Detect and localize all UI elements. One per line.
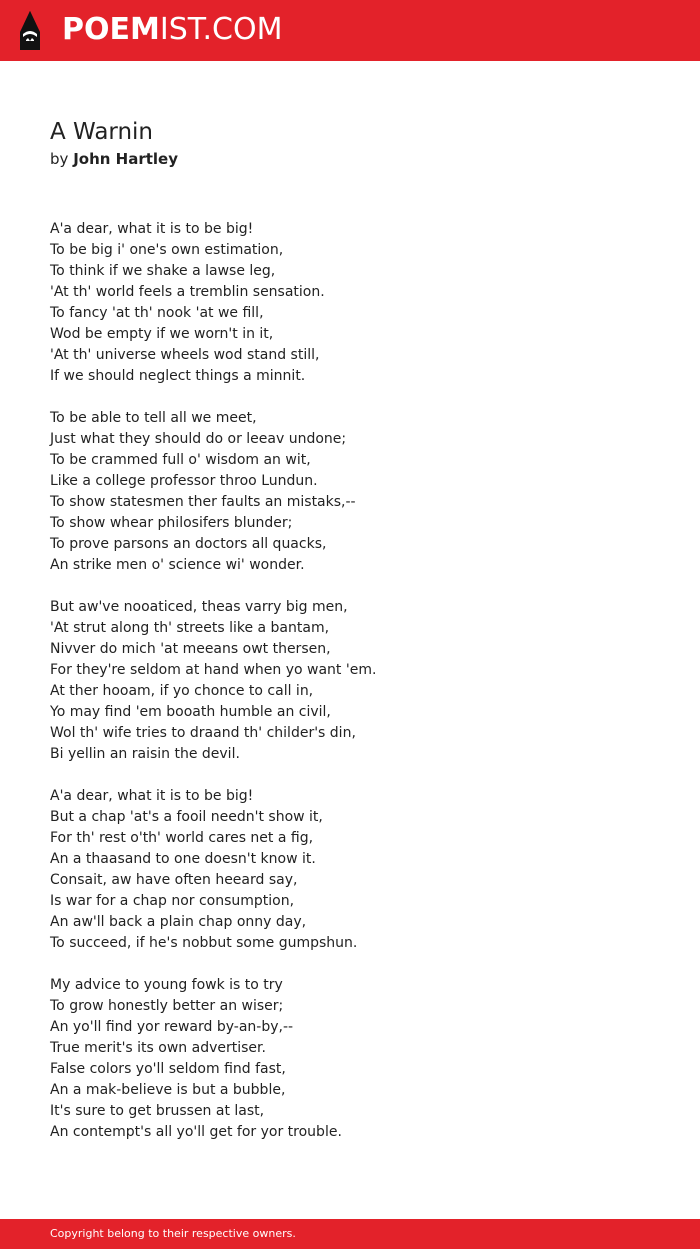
stanza [50,975,670,1143]
site-logo[interactable] [62,12,282,48]
poem-body [50,219,670,1164]
poem-line: An a mak-believe is but a bubble, [50,1082,286,1098]
site-header [0,0,700,61]
poem-line: Bi yellin an raisin the devil. [50,746,240,762]
poem-line: 'At th' universe wheels wod stand still, [50,347,320,363]
poem-line: To be big i' one's own estimation, [50,242,284,258]
author-name: John Hartley [73,150,178,168]
poem-line: Consait, aw have often heeard say, [50,872,298,888]
poem-line: A'a dear, what it is to be big! [50,221,254,237]
site-footer [0,1219,700,1249]
stanza [50,408,670,576]
poem-line: 'At th' world feels a tremblin sensation. [50,284,325,300]
poem-line: 'At strut along th' streets like a bantam, [50,620,330,636]
poem-line: An contempt's all yo'll get for yor trouble. [50,1124,342,1140]
poem-line: If we should neglect things a minnit. [50,368,306,384]
poem-line: An strike men o' science wi' wonder. [50,557,305,573]
poem-line: Nivver do mich 'at meeans owt thersen, [50,641,331,657]
poem-line: A'a dear, what it is to be big! [50,788,254,804]
brand-bold: POEM [62,12,160,47]
poem-line: Wol th' wife tries to draand th' childer's din, [50,725,356,741]
poem-line: To grow honestly better an wiser; [50,998,284,1014]
poem-line: True merit's its own advertiser. [50,1040,266,1056]
stanza [50,219,670,387]
poem-line: Yo may find 'em booath humble an civil, [50,704,331,720]
poem-line: Wod be empty if we worn't in it, [50,326,274,342]
stanza [50,597,670,765]
poem-line: To fancy 'at th' nook 'at we fill, [50,305,264,321]
pencil-tip-icon[interactable] [18,10,42,51]
stanza [50,786,670,954]
poem-line: For th' rest o'th' world cares net a fig, [50,830,314,846]
poem-line: To succeed, if he's nobbut some gumpshun. [50,935,358,951]
poem-line: Like a college professor throo Lundun. [50,473,318,489]
poem-line: To be crammed full o' wisdom an wit, [50,452,311,468]
poem-line: To prove parsons an doctors all quacks, [50,536,327,552]
poem-line: An a thaasand to one doesn't know it. [50,851,316,867]
poem-line: To show whear philosifers blunder; [50,515,293,531]
poem-line: But aw've nooaticed, theas varry big men, [50,599,348,615]
poem-line: For they're seldom at hand when yo want 'em. [50,662,377,678]
poem-line: Is war for a chap nor consumption, [50,893,295,909]
poem-line: It's sure to get brussen at last, [50,1103,265,1119]
poem-title: A Warnin [50,119,154,145]
poem-line: False colors yo'll seldom find fast, [50,1061,286,1077]
poem-line: An aw'll back a plain chap onny day, [50,914,307,930]
poem-line: To show statesmen ther faults an mistaks,-- [50,494,356,510]
poem-line: To be able to tell all we meet, [50,410,257,426]
poem-line: To think if we shake a lawse leg, [50,263,276,279]
poem-line: My advice to young fowk is to try [50,977,283,993]
poem-line: An yo'll find yor reward by-an-by,-- [50,1019,294,1035]
copyright-text: Copyright belong to their respective owners. [50,1227,296,1240]
poem-line: But a chap 'at's a fooil needn't show it, [50,809,323,825]
by-prefix: by [50,150,69,168]
brand-light: IST.COM [159,12,283,47]
poem-line: Just what they should do or leeav undone; [50,431,347,447]
poem-byline [50,149,178,169]
poem-line: At ther hooam, if yo chonce to call in, [50,683,314,699]
